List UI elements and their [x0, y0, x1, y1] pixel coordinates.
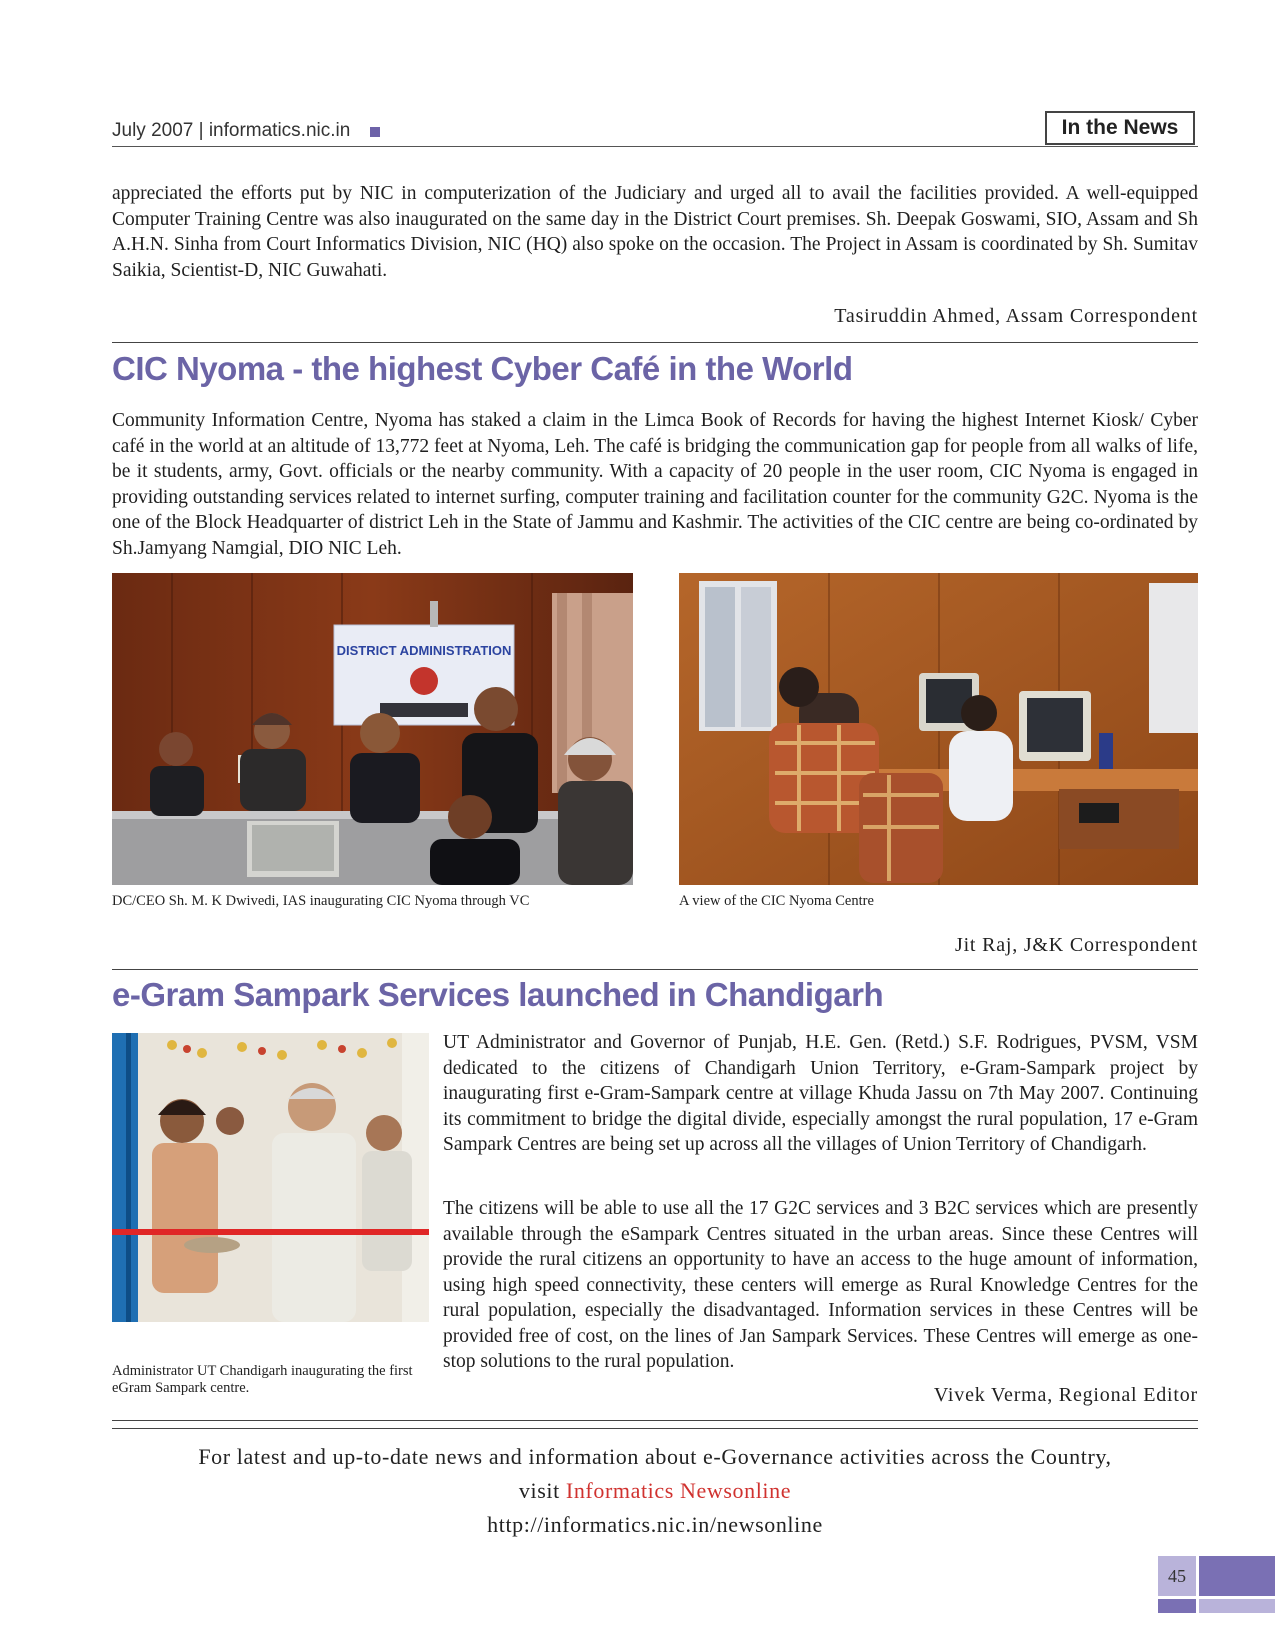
photo-cic-inauguration [112, 573, 633, 885]
photo-cic-centre [679, 573, 1198, 885]
photo1-caption: DC/CEO Sh. M. K Dwivedi, IAS inaugurating CIC Nyoma through VC [112, 893, 530, 909]
page-number: 45 [1158, 1556, 1196, 1596]
photo-egram-inauguration-image [112, 1033, 429, 1322]
header-square-icon [370, 127, 380, 137]
photo1-sign-text: DISTRICT ADMINISTRATION [336, 643, 512, 658]
page-block-accent [1199, 1556, 1275, 1596]
footer-visit-line [112, 1478, 1198, 1504]
article2-headline: CIC Nyoma - the highest Cyber Café in the World [112, 350, 853, 387]
photo3-caption: Administrator UT Chandigarh inaugurating the first eGram Sampark centre. [112, 1363, 413, 1396]
article3-paragraph1: UT Administrator and Governor of Punjab, H.E. Gen. (Retd.) S.F. Rodrigues, PVSM, VSM dedicated to the citizens of Chandigarh Union Territory, e-Gram-Sampark project by inaugurating first e-Gram-Sampark centre at village Khuda Jassu on 7th May 2007. Continuing its commitment to bridge the digital divide, especially amongst the rural population, 17 e-Gram Sampark Centres are being set up across all the villages of Union Territory of Chandigarh. [443, 1032, 1198, 1155]
divider [112, 969, 1198, 970]
newsonline-link[interactable]: Informatics Newsonline [565, 1478, 792, 1503]
footer-url[interactable]: http://informatics.nic.in/newsonline [487, 1512, 823, 1537]
article2-byline: Jit Raj, J&K Correspondent [954, 934, 1198, 956]
article2-paragraph: Community Information Centre, Nyoma has staked a claim in the Limca Book of Records for having the highest Internet Kiosk/ Cyber café in the world at an altitude of 13,772 feet at Nyoma, Leh. The café is bridging the communication gap for people from all walks of life, be it students, army, Govt. officials or the nearby community. With a capacity of 20 people in the user room, CIC Nyoma is engaged in providing outstanding services related to internet surfing, computer training and facilitation counter for the community G2C. Nyoma is the one of the Block Headquarter of district Leh in the State of Jammu and Kashmir. The activities of the CIC centre are being co-ordinated by Sh.Jamyang Namgial, DIO NIC Leh. [112, 410, 1198, 559]
page-block-accent [1199, 1599, 1275, 1613]
article1-paragraph: appreciated the efforts put by NIC in computerization of the Judiciary and urged all to avail the facilities provided. A well-equipped Computer Training Centre was also inaugurated on the same day in the District Court premises. Sh. Deepak Goswami, SIO, Assam and Sh A.H.N. Sinha from Court Informatics Division, NIC (HQ) also spoke on the occasion. The Project in Assam is coordinated by Sh. Sumitav Saikia, Scientist-D, NIC Guwahati. [112, 183, 1198, 281]
article1-byline: Tasiruddin Ahmed, Assam Correspondent [834, 305, 1198, 327]
footer-line1: For latest and up-to-date news and information about e-Governance activities across the Country, [198, 1444, 1112, 1469]
header-rule [112, 146, 1198, 147]
article3-paragraph2: The citizens will be able to use all the 17 G2C services and 3 B2C services which are presently available through the eSampark Centres situated in the urban areas. Since these Centres will provide the rural citizens an opportunity to have an access to the huge amount of information, using high speed connectivity, these centers will emerge as Rural Knowledge Centres for the rural population, especially the disadvantaged. Information services in these Centres will be provided free of cost, on the lines of Jan Sampark Services. These Centres will emerge as one-stop solutions to the rural population. [443, 1198, 1198, 1372]
divider [112, 1428, 1198, 1429]
issue-label: July 2007 | informatics.nic.in [112, 120, 351, 141]
photo-egram-inauguration [112, 1033, 429, 1322]
photo-cic-inauguration-image [112, 573, 633, 885]
page-block-accent [1158, 1599, 1196, 1613]
footer-visit: visit [518, 1478, 566, 1503]
photo2-caption: A view of the CIC Nyoma Centre [679, 893, 874, 909]
divider [112, 1420, 1198, 1421]
article3-headline: e-Gram Sampark Services launched in Chandigarh [112, 976, 884, 1013]
photo-cic-centre-image [679, 573, 1198, 885]
divider [112, 342, 1198, 343]
section-label: In the News [1045, 111, 1195, 145]
article3-byline: Vivek Verma, Regional Editor [933, 1384, 1198, 1406]
